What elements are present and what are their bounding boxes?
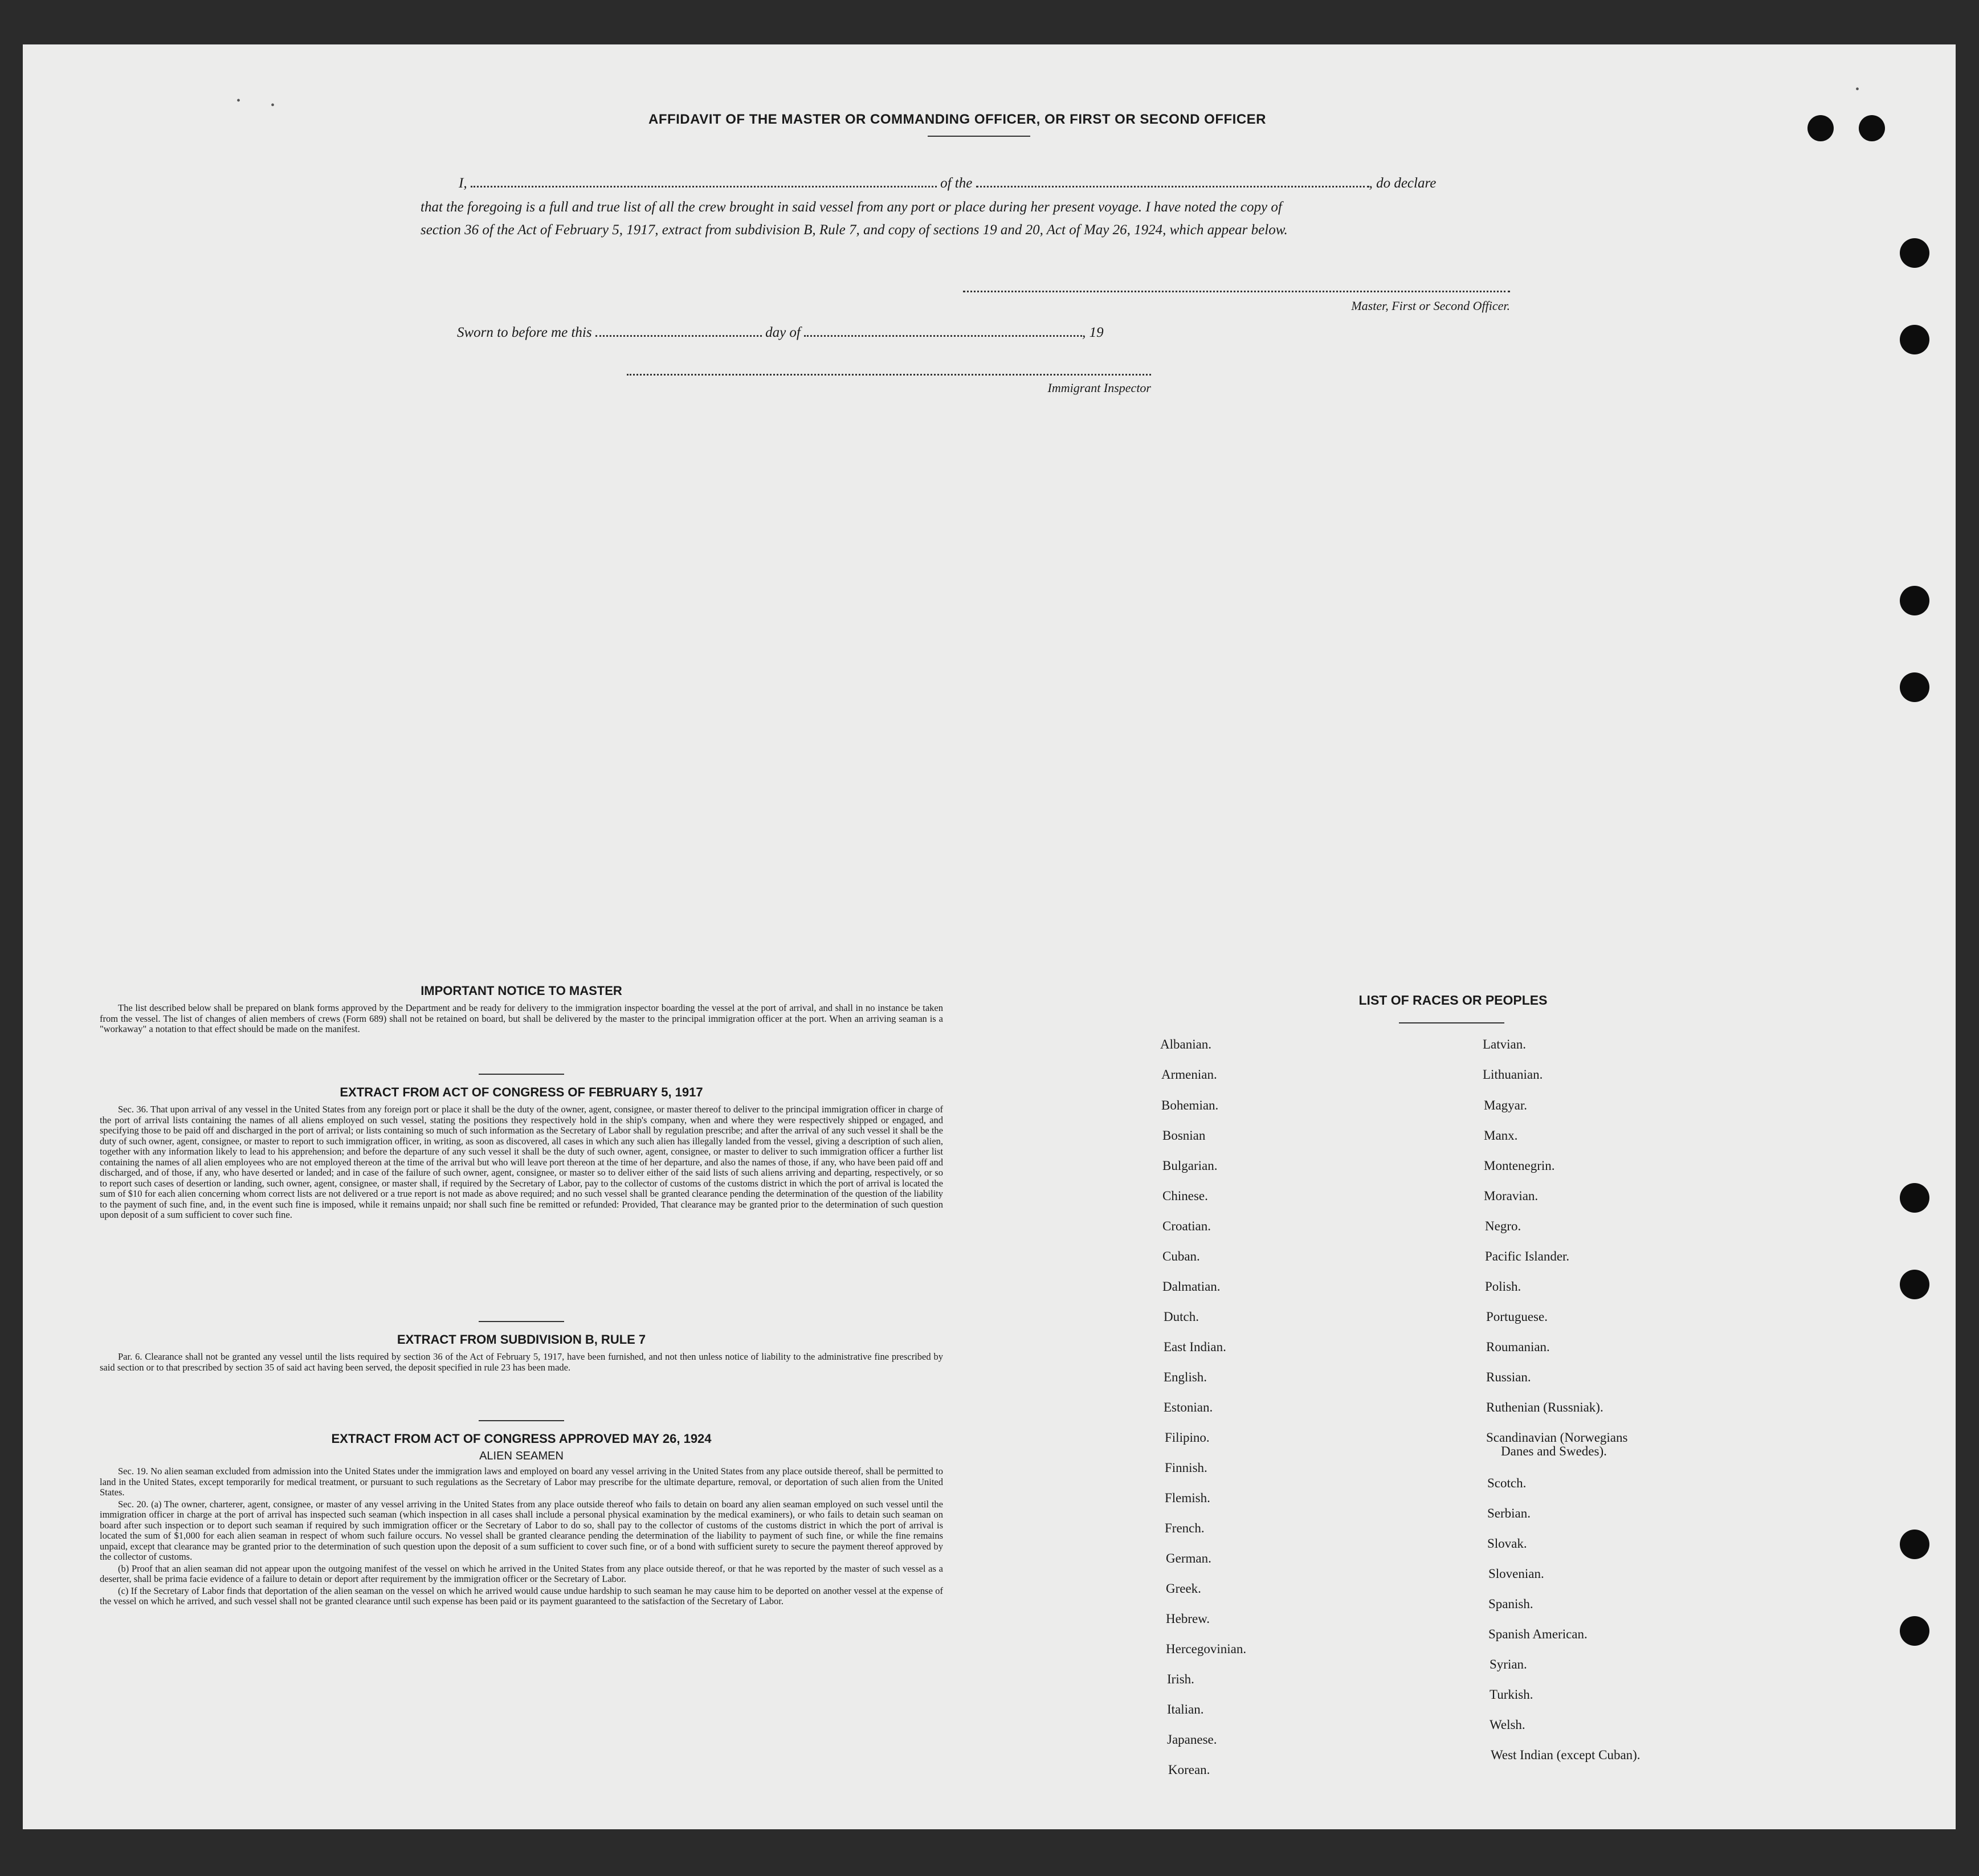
section-divider	[479, 1420, 564, 1421]
race-item: Latvian.	[1483, 1037, 1526, 1051]
race-item: Dutch.	[1164, 1310, 1199, 1324]
race-item: Polish.	[1485, 1279, 1521, 1294]
punch-hole-top-left	[1807, 115, 1834, 141]
race-item: Russian.	[1486, 1370, 1531, 1384]
race-item: Hercegovinian.	[1166, 1642, 1247, 1656]
races-rule	[1399, 1022, 1504, 1023]
race-item: West Indian (except Cuban).	[1491, 1748, 1641, 1762]
race-item: Irish.	[1167, 1672, 1194, 1686]
race-item: Estonian.	[1164, 1400, 1213, 1414]
race-item: Turkish.	[1490, 1687, 1533, 1702]
important-notice	[100, 984, 943, 1035]
title-rule	[928, 136, 1030, 137]
race-item: French.	[1165, 1521, 1205, 1535]
race-item: Italian.	[1167, 1702, 1204, 1716]
extract-1924	[100, 1432, 943, 1607]
race-item: Flemish.	[1165, 1491, 1210, 1505]
race-item: East Indian.	[1164, 1340, 1226, 1354]
sworn-year: , 19	[1082, 325, 1104, 340]
race-item: Ruthenian (Russniak).	[1486, 1400, 1603, 1414]
race-item: Slovenian.	[1488, 1567, 1544, 1581]
vessel-blank	[976, 180, 1369, 187]
extract-1917-body: Sec. 36. That upon arrival of any vessel in the United States from any foreign port or place it shall be the duty of the owner, agent, consignee, or master thereof to deliver to the principal immigration officer in charge of the port of arrival lists containing the names of all aliens employed on such vessel, stating the positions they respectively hold in the ship's company, when and where they were respectively shipped or engaged, and specifying those to be paid off and discharged in the port of arrival; or lists containing so much of such information as the Secretary of Labor shall by regulation prescribe; and after the arrival of any such vessel it shall be the duty of such owner, agent, consignee, or master to report to such immigration officer, in writing, as soon as discovered, all cases in which any such alien has illegally landed from the vessel, giving a description of such alien, together with any information likely to lead to his apprehension; and before the departure of any such vessel it shall be the duty of such owner, agent, consignee, or master to deliver to such immigration officer a further list containing the names of all alien employees who are not employed thereon at the time of the arrival but who will leave port thereon at the time of her departure, and also the names of those, if any, who have been paid off and discharged, and of those, if any, who have deserted or landed; and in case of the failure of such owner, agent, consignee, or master so to deliver either of the said lists of such aliens arriving and departing, respectively, or so to report such cases of desertion or landing, such owner, agent, consignee, or master shall, if required by the Secretary of Labor, pay to the collector of customs of the customs district in which the port of arrival is located the sum of $10 for each alien concerning whom correct lists are not delivered or a true report is not made as above required; and no such vessel shall be granted clearance pending the determination of the question of the liability to the payment of such fine, and, in the event such fine is imposed, while it remains unpaid; nor shall such fine be remitted or refunded: Provided, That clearance may be granted prior to the determination of such question upon deposit of a sum sufficient to cover such fine.	[100, 1104, 943, 1220]
sec-20b-body: (b) Proof that an alien seaman did not appear upon the outgoing manifest of the vessel on which he arrived in the United States from any place outside thereof, or that he was reported by the master of such vessel as a deserter, shall be prima facie evidence of a failure to detain or deport after requirement by the immigration officer or the Secretary of Labor.	[100, 1563, 943, 1584]
race-item: Slovak.	[1487, 1536, 1527, 1551]
master-signature-line	[963, 285, 1510, 292]
month-blank	[804, 329, 1082, 337]
sworn-before: Sworn to before me this	[457, 325, 592, 340]
declaration-line-1	[459, 176, 1436, 191]
extract-rule-7-body: Par. 6. Clearance shall not be granted any vessel until the lists required by section 36 of the Act of February 5, 1917, have been furnished, and not then unless notice of liability to the administrative fine prescribed by said section or to that prescribed by section 35 of said act having been served, the deposit specified in rule 23 has been made.	[100, 1351, 943, 1373]
race-item: Bosnian	[1162, 1128, 1206, 1143]
race-item: Serbian.	[1487, 1506, 1531, 1520]
affidavit-title: AFFIDAVIT OF THE MASTER OR COMMANDING OFFICER, OR FIRST OR SECOND OFFICER	[648, 112, 1267, 127]
race-item: Spanish.	[1488, 1597, 1533, 1611]
race-item: English.	[1164, 1370, 1207, 1384]
race-item: Portuguese.	[1486, 1310, 1548, 1324]
race-item: Armenian.	[1161, 1067, 1217, 1082]
race-item: Scotch.	[1487, 1476, 1527, 1490]
race-item: Greek.	[1166, 1581, 1201, 1596]
race-item: Finnish.	[1165, 1461, 1207, 1475]
sworn-line	[457, 325, 1104, 341]
races-heading: LIST OF RACES OR PEOPLES	[1358, 993, 1548, 1008]
extract-1917-heading: EXTRACT FROM ACT OF CONGRESS OF FEBRUARY 5, 1917	[340, 1085, 703, 1099]
document-sheet	[23, 44, 1956, 1829]
race-item: German.	[1166, 1551, 1211, 1565]
race-item: Manx.	[1484, 1128, 1518, 1143]
stray-mark: •	[271, 99, 275, 112]
punch-hole	[1900, 586, 1929, 615]
punch-hole	[1900, 325, 1929, 354]
race-item: Bulgarian.	[1162, 1159, 1218, 1173]
race-item: Magyar.	[1484, 1098, 1528, 1112]
race-item: Moravian.	[1484, 1189, 1539, 1203]
declaration-i: I,	[459, 176, 467, 191]
day-blank	[595, 329, 762, 337]
race-item: Roumanian.	[1486, 1340, 1550, 1354]
stray-mark: •	[236, 95, 241, 107]
race-item: Hebrew.	[1166, 1612, 1210, 1626]
declaration-of-the: of the	[940, 176, 973, 191]
punch-hole	[1900, 238, 1929, 268]
sec-20c-body: (c) If the Secretary of Labor finds that deportation of the alien seaman on the vessel on which he arrived would cause undue hardship to such seaman he may cause him to be deported on another vessel at the expense of the vessel on which he arrived, and such vessel shall not be granted clearance until such expense has been paid or its payment guaranteed to the satisfaction of the Secretary of Labor.	[100, 1585, 943, 1606]
punch-hole	[1900, 672, 1929, 702]
stray-mark: •	[1855, 83, 1860, 96]
race-item: Spanish American.	[1488, 1627, 1588, 1641]
section-divider	[479, 1321, 564, 1322]
declaration-do-declare: , do declare	[1369, 176, 1437, 191]
race-item: Dalmatian.	[1162, 1279, 1221, 1294]
race-item: Cuban.	[1162, 1249, 1200, 1263]
race-item: Negro.	[1485, 1219, 1521, 1233]
declaration-line-3: section 36 of the Act of February 5, 1917, extract from subdivision B, Rule 7, and copy of sections 19 and 20, Act of May 26, 1924, which appear below.	[421, 222, 1288, 238]
punch-hole	[1900, 1270, 1929, 1299]
punch-hole	[1900, 1183, 1929, 1213]
declaration-line-2: that the foregoing is a full and true list of all the crew brought in said vessel from any port or place during her present voyage. I have noted the copy of	[421, 199, 1282, 215]
race-item: Scandinavian (Norwegians	[1486, 1430, 1628, 1445]
name-blank	[471, 180, 937, 187]
race-item: Welsh.	[1490, 1718, 1525, 1732]
race-item: Danes and Swedes).	[1501, 1444, 1607, 1458]
race-item: Korean.	[1168, 1763, 1210, 1777]
race-item: Croatian.	[1162, 1219, 1211, 1233]
punch-hole	[1900, 1530, 1929, 1559]
race-item: Bohemian.	[1161, 1098, 1219, 1112]
section-divider	[479, 1074, 564, 1075]
race-item: Syrian.	[1490, 1657, 1527, 1671]
race-item: Chinese.	[1162, 1189, 1208, 1203]
sec-19-body: Sec. 19. No alien seaman excluded from admission into the United States under the immigration laws and employed on board any vessel arriving in the United States from any place outside thereof, shall be permitted to land in the United States, except temporarily for medical treatment, or pursuant to such regulations as the Secretary of Labor may prescribe for the ultimate departure, removal, or deportation of such alien from the United States.	[100, 1466, 943, 1498]
master-caption: Master, First or Second Officer.	[1351, 299, 1510, 313]
race-item: Albanian.	[1160, 1037, 1212, 1051]
sec-20a-body: Sec. 20. (a) The owner, charterer, agent, consignee, or master of any vessel arriving in the United States from any place outside thereof who fails to detain on board any alien seaman employed on such vessel until the immigration officer in charge at the port of arrival has inspected such seaman (which inspection in all cases shall include a personal physical examination by the medical examiners), or who fails to detain such seaman on board after such inspection or to deport such seaman if required by such immigration officer or the Secretary of Labor to do so, shall pay to the collector of customs of the customs district in which the port of arrival is located the sum of $1,000 for each alien seaman in respect of whom such failure occurs. No vessel shall be granted clearance pending the determination of the liability to payment of such fine, or while the fine remains unpaid, except that clearance may be granted prior to the determination of such question upon the deposit of a sum sufficient to cover such fine, or of a bond with sufficient surety to secure the payment thereof approved by the collector of customs.	[100, 1498, 943, 1562]
race-item: Montenegrin.	[1484, 1159, 1555, 1173]
punch-hole-top-right	[1859, 115, 1885, 141]
sworn-day-of: day of	[765, 325, 801, 340]
race-item: Lithuanian.	[1483, 1067, 1543, 1082]
inspector-signature-line	[627, 368, 1151, 376]
extract-1917	[100, 1085, 943, 1221]
alien-seamen-subheading: ALIEN SEAMEN	[479, 1450, 564, 1462]
notice-heading: IMPORTANT NOTICE TO MASTER	[421, 984, 622, 998]
extract-1924-heading: EXTRACT FROM ACT OF CONGRESS APPROVED MAY 26, 1924	[331, 1432, 712, 1446]
inspector-caption: Immigrant Inspector	[1047, 381, 1151, 395]
race-item: Pacific Islander.	[1485, 1249, 1570, 1263]
extract-rule-7-heading: EXTRACT FROM SUBDIVISION B, RULE 7	[397, 1332, 646, 1347]
race-item: Filipino.	[1165, 1430, 1210, 1445]
notice-body: The list described below shall be prepared on blank forms approved by the Department and be ready for delivery to the immigration inspector boarding the vessel at the port of arrival, and shall in no instance be taken from the vessel. The list of changes of alien members of crews (Form 689) shall not be retained on board, but shall be delivered by the master to the principal immigration officer at the port. When an arriving seaman is a "workaway" a notation to that effect should be made on the manifest.	[100, 1002, 943, 1034]
punch-hole	[1900, 1616, 1929, 1646]
extract-rule-7	[100, 1332, 943, 1373]
race-item: Japanese.	[1167, 1732, 1217, 1747]
